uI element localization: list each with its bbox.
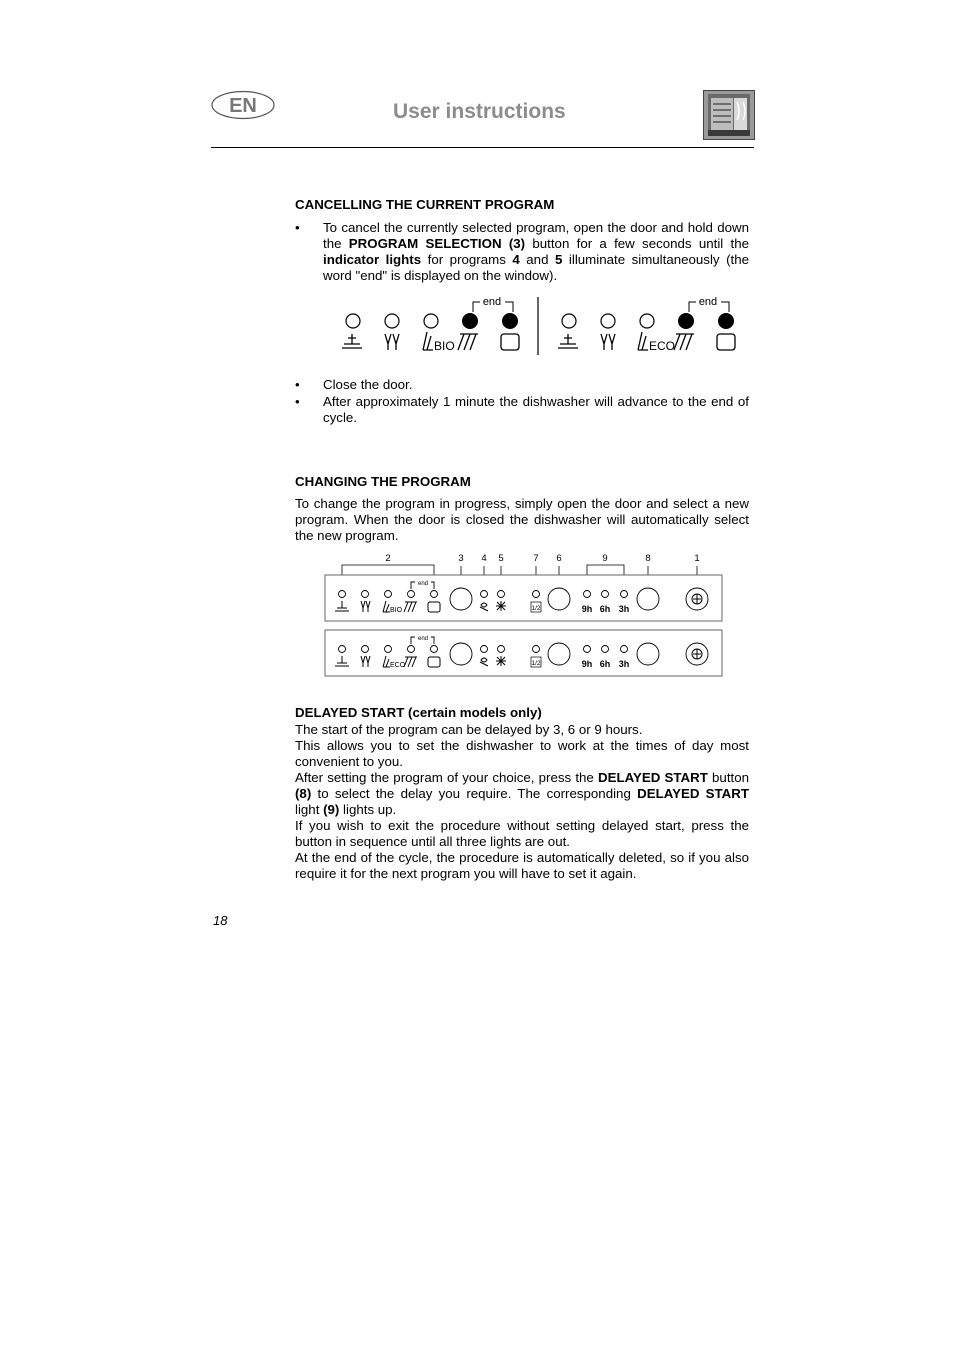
svg-text:8: 8 [645,553,651,564]
end-indicator-diagram [330,292,750,364]
indicator-group-eco [558,296,735,353]
svg-text:1: 1 [694,553,700,564]
end-label-left: end [482,296,502,308]
program-selection-button[interactable] [450,588,472,610]
cancel-bullet-1-text: To cancel the currently selected program, open the door and hold down the PROGRAM SELECTION (3) button for a few seconds until the indicator lights for programs 4 and 5 illuminate simultaneously (the word "end" is displayed on the window). [323,220,750,283]
change-text: To change the program in progress, simply open the door and select a new program. When the door is closed the dishwasher will automatically select the new program. [295,496,749,543]
control-panel-eco [325,630,722,676]
delay-heading: DELAYED START (certain models only) [295,705,542,720]
callout-numbers [385,553,699,564]
program-selection-button-2[interactable] [450,643,472,665]
change-heading: CHANGING THE PROGRAM [295,474,471,489]
cancel-bullet-1: • To cancel the currently selected program, open the door and hold down the PROGRAM SELECTION (3) button for a few seconds until the indicator lights for programs 4 and 5 illuminate simultaneously (the word "end" is displayed on the window). [295,220,750,283]
dishwasher-icon [703,90,755,140]
svg-text:9: 9 [602,553,608,564]
half-load-button[interactable] [548,588,570,610]
svg-text:end: end [417,581,429,587]
svg-text:3h: 3h [618,604,630,614]
svg-text:6h: 6h [599,604,611,614]
page-number: 18 [213,913,228,928]
header-divider [211,147,754,148]
svg-text:9h: 9h [581,659,593,669]
delayed-start-button[interactable] [637,588,659,610]
svg-text:3h: 3h [618,659,630,669]
cancel-bullet-3: • After approximately 1 minute the dishwasher will advance to the end of cycle. [295,394,749,425]
svg-text:6h: 6h [599,659,611,669]
svg-text:end: end [417,636,429,642]
end-label-right: end [698,296,718,308]
svg-text:4: 4 [481,553,487,564]
language-badge-text: EN [229,95,257,117]
svg-text:2: 2 [385,553,391,564]
half-load-button-2[interactable] [548,643,570,665]
cancel-heading: CANCELLING THE CURRENT PROGRAM [295,197,555,212]
svg-text:1/2: 1/2 [531,660,541,667]
svg-text:7: 7 [533,553,539,564]
svg-text:9h: 9h [581,604,593,614]
eco-label: ECO [649,339,676,353]
indicator-group-bio [342,296,519,353]
delayed-start-button-2[interactable] [637,643,659,665]
svg-text:BIO: BIO [390,607,403,614]
svg-text:3: 3 [458,553,464,564]
half-load-label: 1/2 [531,605,541,612]
control-panel-diagram [322,549,726,679]
svg-text:6: 6 [556,553,562,564]
control-panel-bio [325,575,722,621]
cancel-bullet-2: • Close the door. [295,377,413,392]
delay-text: The start of the program can be delayed by 3, 6 or 9 hours. This allows you to set the dishwasher to work at the times of day most convenient to you. After setting the program of your choice, press the DELAYED START button (8) to select the delay you require. The corresponding DELAYED START light (9) lights up. If you wish to exit the procedure without setting delayed start, press the button in sequence until all three lights are out. At the end of the cycle, the procedure is automatically deleted, so if you also require it for the next program you will have to set it again. [295,722,750,881]
bio-label: BIO [434,339,455,353]
svg-text:5: 5 [498,553,504,564]
language-badge [211,90,275,120]
page-title: User instructions [393,100,566,123]
svg-text:ECO: ECO [390,662,406,669]
